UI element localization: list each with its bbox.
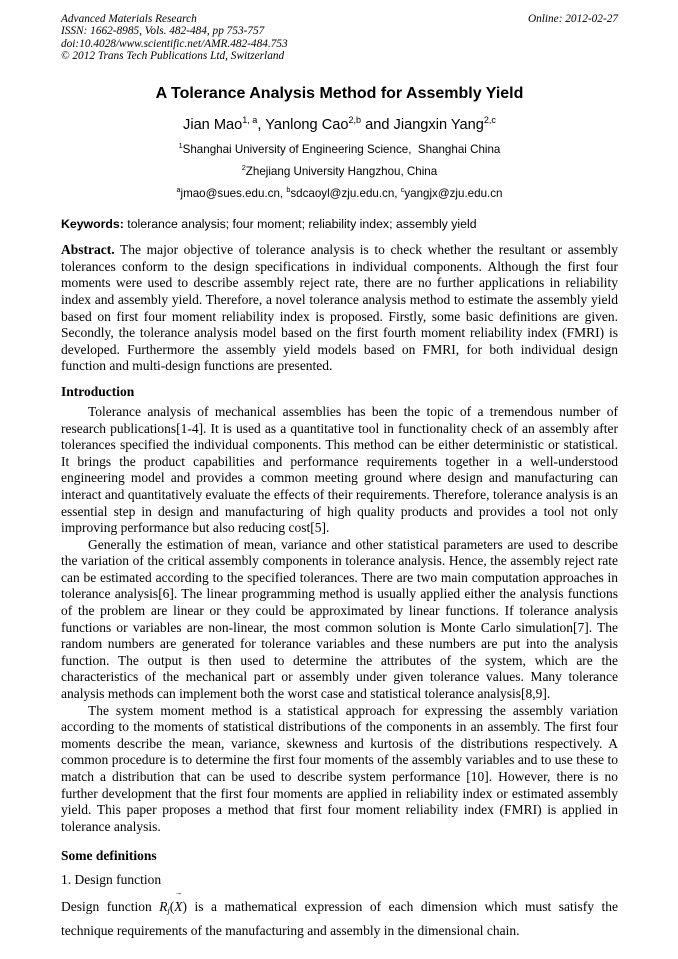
keywords-text: tolerance analysis; four moment; reliability index; assembly yield <box>123 217 477 232</box>
math-right-paren: ) <box>182 898 188 914</box>
journal-header <box>61 13 618 62</box>
math-left-paren: ( <box>169 898 175 914</box>
email-sup-a: a <box>176 185 181 195</box>
vector-arrow-icon: → <box>175 886 183 897</box>
affiliation-1 <box>61 143 618 157</box>
math-subscript-j: j <box>167 906 170 916</box>
online-date: Online: 2012-02-27 <box>527 13 618 25</box>
introduction-paragraph-2: Generally the estimation of mean, variance and other statistical parameters are used to describe the variation of the critical assembly components in tolerance analysis. Hence, the assembly reject rate can be estimated according to the specified tolerances. There are two main computation approaches in tolerance analysis[6]. The linear programming method is usually applied either the analysis functions of the problem are linear or they could be approximated by linear functions. If tolerance analysis functions or variables are non-linear, the most common solution is Monte Carlo simulation[7]. The random numbers are generated for tolerance variables and these numbers are put into the analysis function. The output is then used to determine the attributes of the system, which are the characteristics of the mechanical part or assembly under given tolerance values. Many tolerance analysis methods can implement both the worst case and statistical tolerance analysis[8,9]. <box>61 536 618 702</box>
email-address-a: jmao@sues.edu.cn, <box>180 187 287 201</box>
journal-header-left <box>61 13 288 62</box>
math-vector-x <box>174 886 183 919</box>
email-sup-c: c <box>400 185 405 195</box>
definition-item-label: 1. Design function <box>61 872 162 888</box>
design-function-text-post: is a mathematical expression of each dimension which must satisfy the technique requirements of the manufacturing and assembly in the dimensional chain. <box>61 898 618 938</box>
abstract-label: Abstract. <box>61 242 115 258</box>
keywords-line <box>61 217 618 232</box>
design-function-formula <box>159 886 188 916</box>
copyright-line: © 2012 Trans Tech Publications Ltd, Switzerland <box>61 49 285 62</box>
keywords-label: Keywords: <box>61 217 124 232</box>
author-name-1: Jian Mao <box>183 117 243 134</box>
definitions-heading: Some definitions <box>61 848 157 864</box>
paper-title: A Tolerance Analysis Method for Assembly Yield <box>155 85 524 103</box>
email-sup-b: b <box>286 185 291 195</box>
affiliation-1-text: Shanghai University of Engineering Science, Shanghai China <box>182 143 501 157</box>
email-address-b: sdcaoyl@zju.edu.cn, <box>290 187 401 201</box>
journal-name: Advanced Materials Research <box>61 13 197 25</box>
author-name-2: , Yanlong Cao <box>257 117 349 134</box>
introduction-heading: Introduction <box>61 383 135 399</box>
math-symbol-r: R <box>159 898 168 914</box>
author-sup-1: 1, a <box>242 115 258 126</box>
abstract-text: The major objective of tolerance analysis is to check whether the resultant or assembly tolerances conform to the design specifications in individual components. Although the first four moments were used to describe assembly reject rate, there are no further applications in reliability index and assembly yield. Therefore, a novel tolerance analysis method to estimate the assembly yield based on first four moment reliability index is proposed. Firstly, some basic definitions are given. Secondly, the tolerance analysis model based on the first fourth moment reliability index (FMRI) is developed. Furthermore the assembly yield models based on FMRI, for both individual design function and multi-design functions are presented. <box>61 242 618 374</box>
affiliation-2 <box>61 165 618 179</box>
introduction-section <box>61 383 618 835</box>
issn-line: ISSN: 1662-8985, Vols. 482-484, pp 753-757 <box>61 25 265 38</box>
email-line <box>61 187 618 201</box>
email-address-c: yangjx@zju.edu.cn <box>404 187 503 201</box>
abstract-paragraph <box>61 242 618 375</box>
author-line <box>61 116 618 134</box>
design-function-text-pre: Design function <box>61 898 160 914</box>
design-function-paragraph <box>61 886 618 943</box>
introduction-paragraph-3: The system moment method is a statistical approach for expressing the assembly variation according to the moments of statistical distributions of the components in an assembly. The first four moments describe the mean, variance, skewness and kurtosis of the distributions respectively. A common procedure is to determine the first four moments of the assembly variables and to use these to match a distribution that can be used to describe system performance [10]. However, there is no further development that the first four moments are applied in reliability index or estimated assembly yield. This paper proposes a method that first four moment reliability index (FMRI) is applied in tolerance analysis. <box>61 702 618 834</box>
doi-line: doi:10.4028/www.scientific.net/AMR.482-484.753 <box>61 37 288 50</box>
author-sup-3: 2,c <box>483 115 496 126</box>
affiliation-2-text: Zhejiang University Hangzhou, China <box>245 165 438 179</box>
introduction-paragraph-1: Tolerance analysis of mechanical assemblies has been the topic of a tremendous number of research publications[1-4]. It is used as a quantitative tool in functionality check of an assembly after tolerances specified the individual components. This method can be either deterministic or statistical. It brings the product capabilities and performance requirements together in a well-understood engineering model and provides a common meeting ground where design and manufacturing can interact and quantitatively evaluate the effects of their requirements. Therefore, tolerance analysis is an essential step in design and manufacturing of high quality products and provides a tool not only improving performance but also reducing cost[5]. <box>61 403 618 536</box>
front-matter <box>61 84 618 201</box>
author-sup-2: 2,b <box>348 115 362 126</box>
author-name-3: and Jiangxin Yang <box>361 117 484 134</box>
affiliation-1-sup: 1 <box>178 141 183 151</box>
definitions-section <box>61 847 618 943</box>
affiliation-2-sup: 2 <box>241 163 246 173</box>
math-symbol-x: X <box>174 898 183 914</box>
